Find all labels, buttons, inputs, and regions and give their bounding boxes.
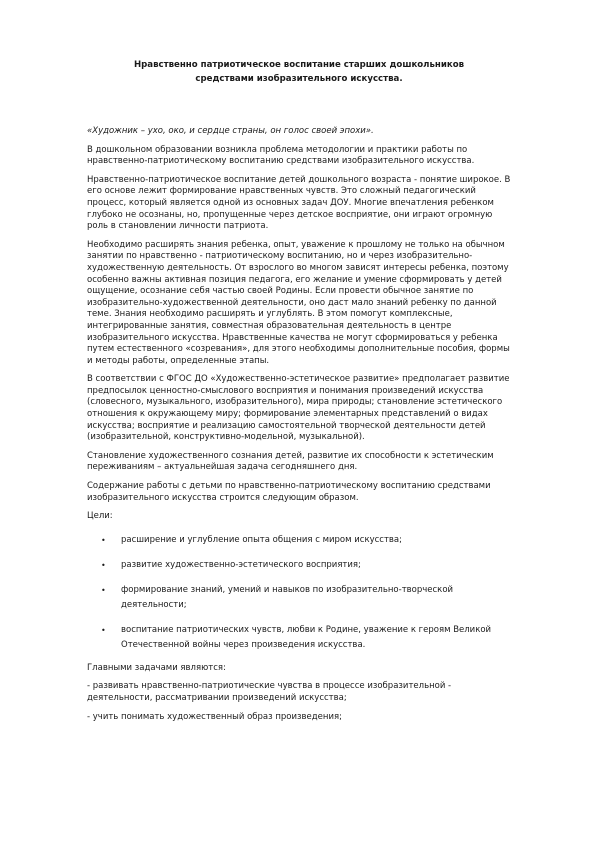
list-item: [87, 533, 511, 548]
paragraph: Нравственно-патриотическое воспитание детей дошкольного возраста - понятие широкое. В его основе лежит формирование нравственных чувств. Это сложный педагогический процесс, который является одной из основных задач ДОУ. Многие впечатления ребенком глубоко не осознаны, но, пропущенные через детское восприятие, они играют огромную роль в становлении личности патриота.: [87, 174, 511, 232]
list-item: [87, 558, 511, 573]
list-item-text: развитие художественно-эстетического восприятия;: [121, 559, 361, 570]
bullet-icon: •: [101, 560, 106, 570]
title-line-1: Нравственно патриотическое воспитание старших дошкольников: [133, 60, 465, 70]
paragraph: Содержание работы с детьми по нравственно-патриотическому воспитанию средствами изобразительного искусства строится следующим образом.: [87, 481, 491, 503]
bullet-icon: •: [101, 625, 106, 635]
list-item-text: воспитание патриотических чувств, любви к Родине, уважение к героям Великой Отечественной войны через произведения искусства.: [121, 624, 492, 650]
goals-list: [87, 533, 511, 653]
paragraph: Необходимо расширять знания ребенка, опыт, уважение к прошлому не только на обычном занятии по нравственно - патриотическому воспитанию, но и через изобразительно-художественную деятельность. От взрослого во многом зависят интересы ребенка, поэтому особенно важны активная позиция педагога, его желание и умение сформировать у детей ощущение, осознание себя частью своей Родины. Если провести обычное занятие по изобразительно-художественной деятельности, оно даст мало знаний ребенку по данной теме. Знания необходимо расширять и углублять. В этом помогут комплексные, интегрированные занятия, совместная образовательная деятельность в центре изобразительного искусства. Нравственные качества не могут сформироваться у ребенка путем естественного «созревания», для этого необходимы дополнительные пособия, формы и методы работы, определенные этапы.: [87, 239, 510, 366]
paragraph: В дошкольном образовании возникла проблема методологии и практики работы по нравственно-патриотическому воспитанию средствами изобразительного искусства.: [87, 144, 475, 167]
task-item: - развивать нравственно-патриотические чувства в процессе изобразительной - деятельности, рассматривании произведений искусства;: [87, 681, 452, 703]
list-item: [87, 623, 511, 653]
paragraph: Становление художественного сознания детей, развитие их способности к эстетическим переживаниям – актуальнейшая задача сегодняшнего дня.: [87, 450, 494, 473]
bullet-icon: •: [101, 585, 106, 595]
list-item-text: расширение и углубление опыта общения с миром искусства;: [121, 534, 402, 545]
task-item: - учить понимать художественный образ произведения;: [87, 711, 342, 722]
tasks-heading: Главными задачами являются:: [87, 662, 226, 673]
paragraph: В соответствии с ФГОС ДО «Художественно-эстетическое развитие» предполагает развитие предпосылок ценностно-смыслового восприятия и понимания произведений искусства (словесного, музыкального, изобразительного), мира природы; становление эстетического отношения к окружающему миру; формирование элементарных представлений о видах искусства; восприятие и реализацию самостоятельной творческой деятельности детей (изобразительной, конструктивно-модельной, музыкальной).: [87, 374, 510, 443]
bullet-icon: •: [101, 535, 106, 545]
document-page: [87, 58, 511, 730]
list-item: [87, 583, 511, 613]
document-title: [87, 58, 511, 86]
title-line-2: средствами изобразительного искусства.: [195, 74, 403, 84]
goals-heading: Цели:: [87, 511, 113, 522]
list-item-text: формирование знаний, умений и навыков по изобразительно-творческой деятельности;: [121, 584, 454, 610]
epigraph: «Художник – ухо, око, и сердце страны, он голос своей эпохи».: [87, 126, 374, 136]
